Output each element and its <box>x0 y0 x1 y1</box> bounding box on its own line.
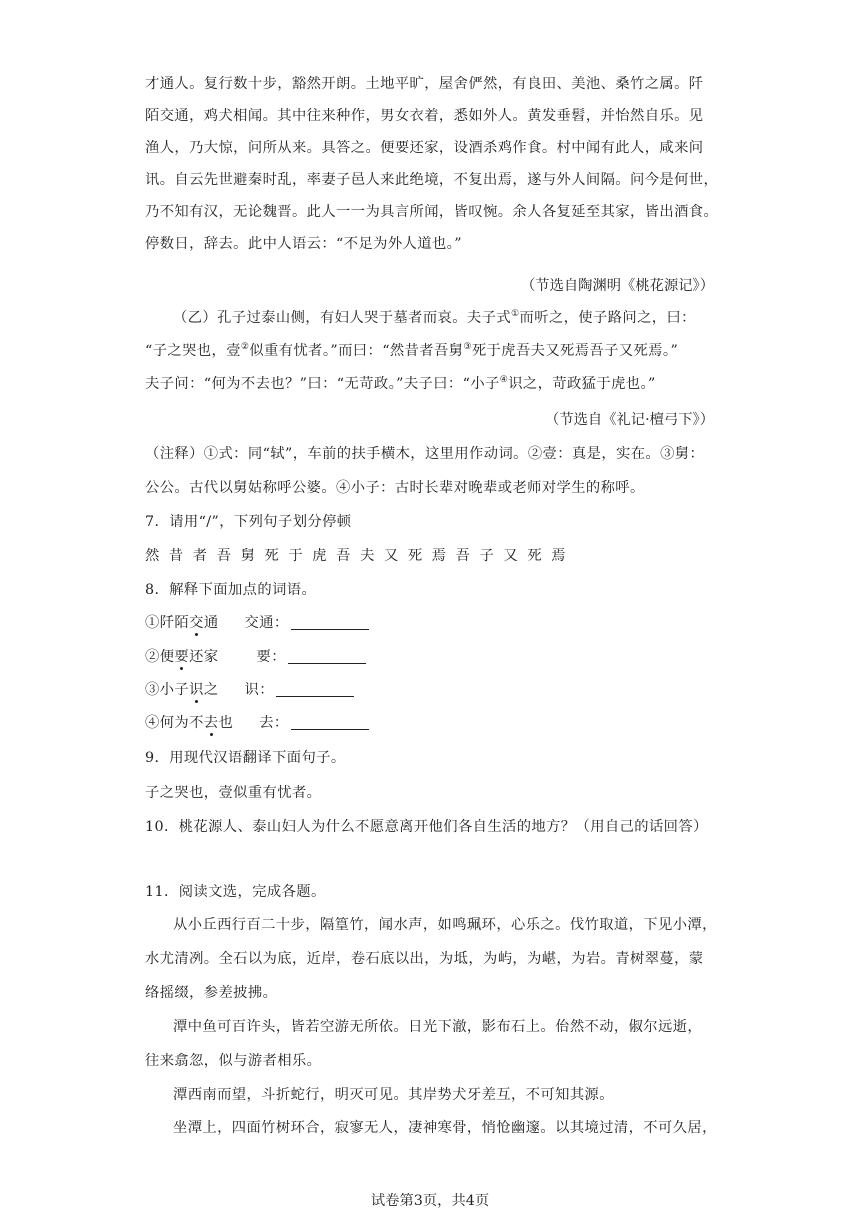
passage-b-line-3: 夫子问：“何为不去也？”曰：“无苛政。”夫子曰：“小子④识之，苛政猛于虎也。” <box>145 375 656 392</box>
question-9-prompt: 9．用现代汉语翻译下面句子。 <box>145 750 346 766</box>
question-10-prompt: 10．桃花源人、泰山妇人为什么不愿意离开他们各自生活的地方？（用自己的话回答） <box>145 819 708 835</box>
passage-c-line-5: 往来翕忽，似与游者相乐。 <box>145 1053 322 1069</box>
passage-c-line-1: 从小丘西行百二十步，隔篁竹，闻水声，如鸣珮环，心乐之。伐竹取道，下见小潭， <box>173 917 717 933</box>
answer-blank[interactable] <box>276 682 354 697</box>
passage-c-line-4: 潭中鱼可百许头，皆若空游无所依。日光下澈，影布石上。佁然不动，俶尔远逝， <box>173 1019 703 1035</box>
passage-a-line-1: 才通人。复行数十步，豁然开朗。土地平旷，屋舍俨然，有良田、美池、桑竹之属。阡 <box>145 76 704 92</box>
passage-a-line-6: 停数日，辞去。此中人语云：“不足为外人道也。” <box>145 236 462 252</box>
question-8-item-3: ③小子识之 识： <box>145 679 354 699</box>
question-7-sentence: 然昔者吾舅死于虎吾夫又死焉吾子又死焉 <box>145 548 576 564</box>
passage-b-line-1: （乙）孔子过泰山侧，有妇人哭于墓者而哀。夫子式①而听之，使子路问之，曰： <box>173 309 696 326</box>
question-9-sentence: 子之哭也，壹似重有忧者。 <box>145 785 322 801</box>
notes-line-2: 公公。古代以舅姑称呼公婆。④小子：古时长辈对晚辈或老师对学生的称呼。 <box>145 480 645 496</box>
passage-c-line-6: 潭西南而望，斗折蛇行，明灭可见。其岸势犬牙差互，不可知其源。 <box>173 1087 614 1103</box>
passage-c-line-3: 络摇缀，参差披拂。 <box>145 985 278 1001</box>
question-8-item-4: ④何为不去也 去： <box>145 712 369 732</box>
passage-a-line-4: 讯。自云先世避秦时乱，率妻子邑人来此绝境，不复出焉，遂与外人间隔。问今是何世， <box>145 172 719 188</box>
answer-blank[interactable] <box>291 715 369 730</box>
question-7-prompt: 7．请用“/”，下列句子划分停顿 <box>145 514 352 530</box>
passage-b-line-2: “子之哭也，壹②似重有忧者。”而曰：“然昔者吾舅③死于虎吾夫又死焉吾子又死焉。” <box>145 342 679 359</box>
passage-a-line-5: 乃不知有汉，无论魏晋。此人一一为具言所闻，皆叹惋。余人各复延至其家，皆出酒食。 <box>145 204 719 220</box>
question-8-prompt: 8．解释下面加点的词语。 <box>145 582 317 598</box>
passage-a-line-2: 陌交通，鸡犬相闻。其中往来种作，男女衣着，悉如外人。黄发垂髫，并怡然自乐。见 <box>145 108 704 124</box>
question-11-prompt: 11．阅读文选，完成各题。 <box>145 884 326 900</box>
answer-blank[interactable] <box>291 615 369 630</box>
passage-a-line-3: 渔人，乃大惊，问所从来。具答之。便要还家，设酒杀鸡作食。村中闻有此人，咸来问 <box>145 140 704 156</box>
notes-line-1: （注释）①式：同“轼”，车前的扶手横木，这里用作动词。②壹：真是，实在。③舅： <box>145 446 705 462</box>
passage-a-source: （节选自陶渊明《桃花源记》） <box>520 278 714 294</box>
passage-c-line-7: 坐潭上，四面竹树环合，寂寥无人，凄神寒骨，悄怆幽邃。以其境过清，不可久居， <box>173 1120 717 1136</box>
passage-c-line-2: 水尤清冽。全石以为底，近岸，卷石底以出，为坻，为屿，为嵁，为岩。青树翠蔓，蒙 <box>145 951 704 967</box>
question-8-item-1: ①阡陌交通 交通： <box>145 612 369 632</box>
page-footer: 试卷第3页，共4页 <box>370 1193 490 1209</box>
answer-blank[interactable] <box>288 649 366 664</box>
question-8-item-2: ②便要还家 要： <box>145 646 366 666</box>
passage-b-source: （节选自《礼记·檀弓下》） <box>545 412 714 428</box>
